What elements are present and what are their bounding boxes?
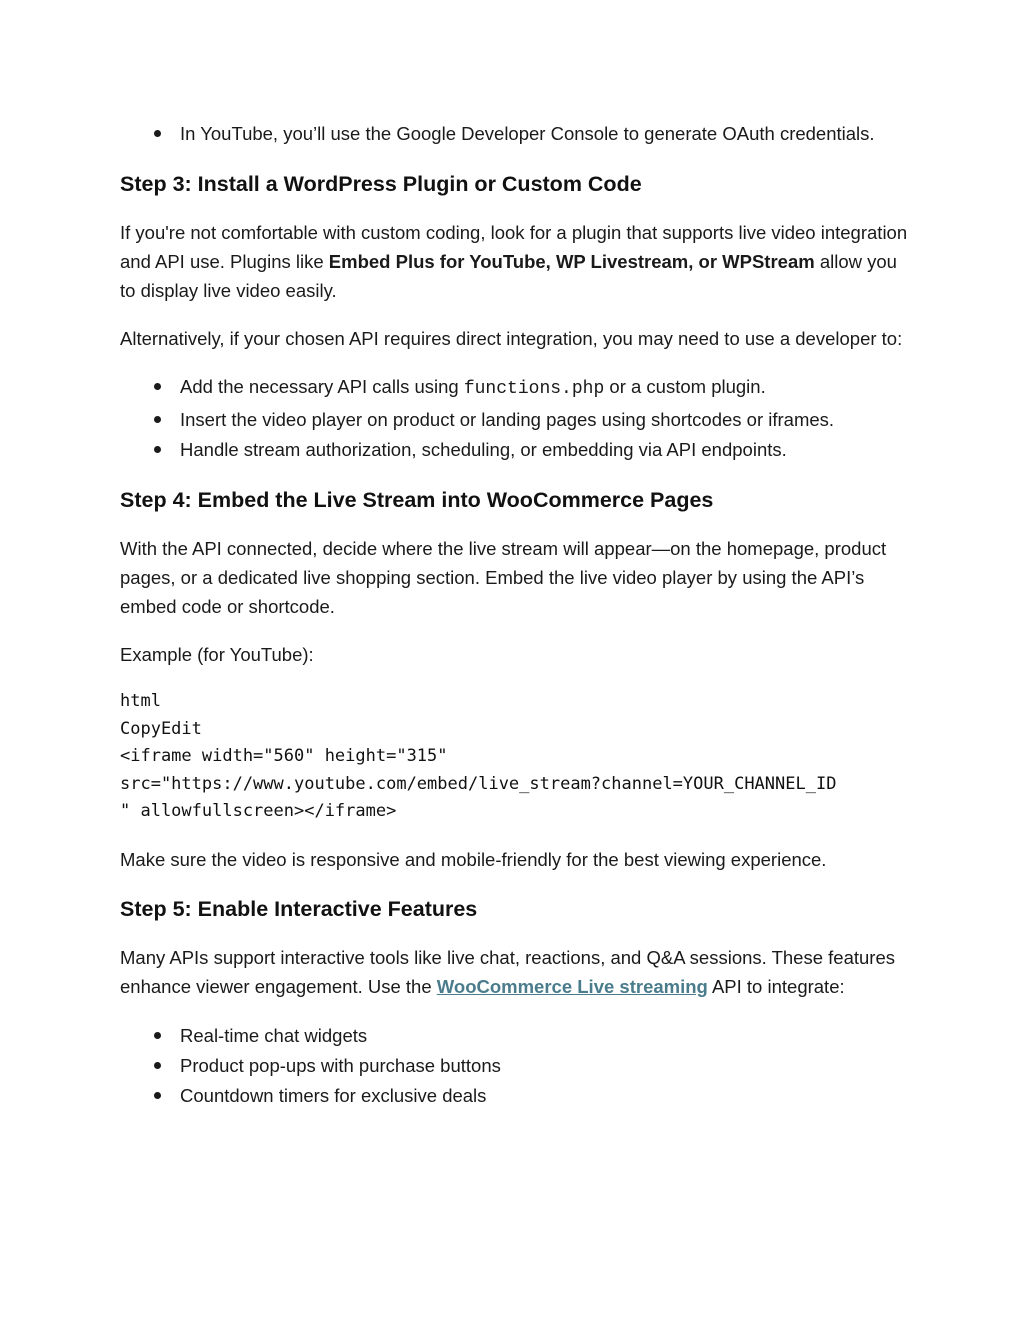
document-content (120, 119, 910, 1111)
step4-paragraph-2: Example (for YouTube): (120, 644, 314, 665)
code-line: src="https://www.youtube.com/embed/live_stream?channel=YOUR_CHANNEL_ID (120, 773, 837, 794)
list-item: Real-time chat widgets (120, 1021, 910, 1050)
list-item: Add the necessary API calls using functions.php or a custom plugin. (120, 372, 910, 404)
list-item: Insert the video player on product or landing pages using shortcodes or iframes. (120, 405, 910, 434)
step5-heading: Step 5: Enable Interactive Features (120, 896, 478, 921)
woocommerce-live-streaming-link[interactable]: WooCommerce Live streaming (436, 975, 708, 997)
code-line: html (120, 691, 161, 711)
list-item: Countdown timers for exclusive deals (120, 1081, 910, 1110)
code-line: " allowfullscreen></iframe> (120, 801, 397, 821)
step3-paragraph-2: Alternatively, if your chosen API requires direct integration, you may need to use a developer to: (120, 328, 903, 349)
bullet-icon (154, 130, 161, 137)
step5-bullet-list (120, 1021, 910, 1110)
inline-code: functions.php (463, 379, 605, 399)
step4-paragraph-3: Make sure the video is responsive and mobile-friendly for the best viewing experience. (120, 848, 827, 870)
list-item: In YouTube, you’ll use the Google Developer Console to generate OAuth credentials. (120, 119, 910, 148)
step4-heading: Step 4: Embed the Live Stream into WooCommerce Pages (120, 488, 714, 512)
step3-bullet-list (120, 372, 910, 464)
bullet-icon (154, 1032, 161, 1039)
code-line: <iframe width="560" height="315" (120, 746, 448, 766)
bullet-icon (154, 1062, 161, 1069)
list-item: Handle stream authorization, scheduling, or embedding via API endpoints. (120, 435, 910, 464)
code-line: CopyEdit (120, 718, 202, 739)
bullet-icon (154, 416, 161, 423)
step4-paragraph-1: With the API connected, decide where the live stream will appear—on the homepage, product pages, or a dedicated live shopping section. Embed the live video player by using the API’s embed code or shortcode. (120, 538, 887, 617)
intro-bullet-list (120, 119, 910, 148)
list-item: Product pop-ups with purchase buttons (120, 1051, 910, 1080)
bullet-icon (154, 446, 161, 453)
step3-paragraph-1: If you're not comfortable with custom coding, look for a plugin that supports live video integration and API use. Plugins like Embed Plus for YouTube, WP Livestream, or WPStream allow you to display live video easily. (120, 222, 908, 301)
step5-paragraph-1: Many APIs support interactive tools like live chat, reactions, and Q&A sessions. These features enhance viewer engagement. Use the WooCommerce Live streaming API to integrate: (120, 946, 895, 997)
plugin-names: Embed Plus for YouTube, WP Livestream, or WPStream (328, 251, 815, 272)
bullet-icon (154, 383, 161, 390)
bullet-icon (154, 1092, 161, 1099)
step3-heading: Step 3: Install a WordPress Plugin or Custom Code (120, 172, 642, 196)
code-block (120, 688, 910, 826)
